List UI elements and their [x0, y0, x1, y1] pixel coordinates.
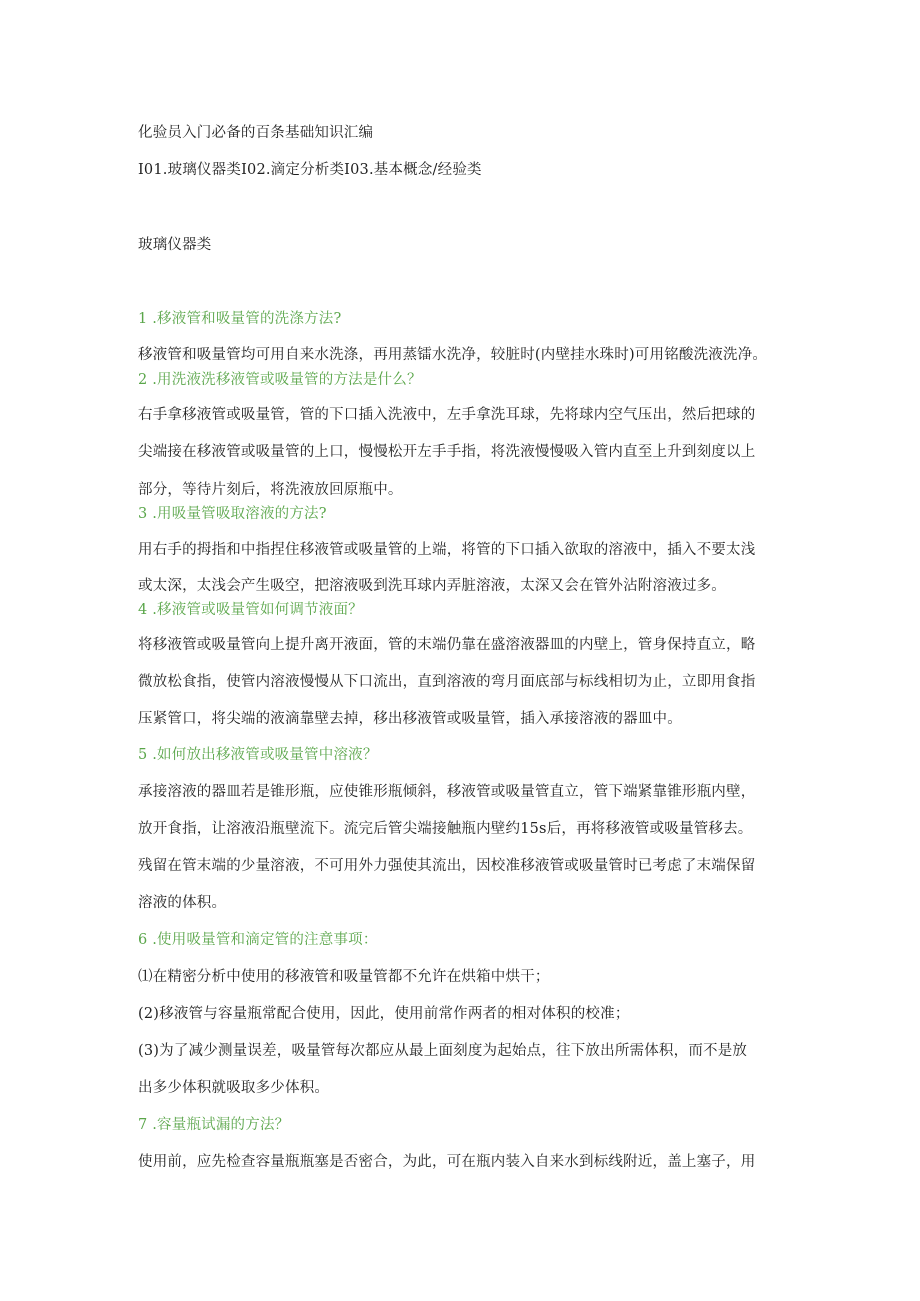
- answer-4-line-3: 压紧管口，将尖端的液滴靠壁去掉，移出移液管或吸量管，插入承接溶液的器皿中。: [138, 711, 682, 727]
- answer-6-line-4: 出多少体积就吸取多少体积。: [138, 1080, 330, 1096]
- question-4-title: 4 .移液管或吸量管如何调节液面？: [138, 602, 363, 618]
- answer-2-line-1: 右手拿移液管或吸量管，管的下口插入洗液中，左手拿洗耳球，先将球内空气压出，然后把球的: [138, 407, 756, 423]
- answer-6-line-1: ⑴在精密分析中使用的移液管和吸量管都不允许在烘箱中烘干；: [138, 969, 550, 985]
- table-of-contents: I01.玻璃仪器类I02.滴定分析类I03.基本概念/经验类: [138, 162, 482, 178]
- section-title: 玻璃仪器类: [138, 237, 212, 253]
- answer-6-line-2: (2)移液管与容量瓶常配合使用，因此，使用前常作两者的相对体积的校准；: [138, 1006, 630, 1022]
- answer-3-line-2: 或太深，太浅会产生吸空，把溶液吸到洗耳球内弄脏溶液，太深又会在管外沾附溶液过多。: [138, 578, 726, 594]
- answer-4-line-2: 微放松食指，使管内溶液慢慢从下口流出，直到溶液的弯月面底部与标线相切为止，立即用食指: [138, 674, 756, 690]
- question-1-title: 1 .移液管和吸量管的洗涤方法?: [138, 311, 342, 327]
- document-title: 化验员入门必备的百条基础知识汇编: [138, 125, 374, 141]
- answer-7-line-1: 使用前，应先检查容量瓶瓶塞是否密合，为此，可在瓶内装入自来水到标线附近，盖上塞子，用: [138, 1154, 756, 1170]
- answer-5-line-4: 溶液的体积。: [138, 895, 227, 911]
- answer-6-line-3: (3)为了减少测量误差，吸量管每次都应从最上面刻度为起始点，往下放出所需体积，而不是放: [138, 1043, 748, 1059]
- question-5-title: 5 .如何放出移液管或吸量管中溶液？: [138, 747, 378, 763]
- answer-3-line-1: 用右手的拇指和中指捏住移液管或吸量管的上端，将管的下口插入欲取的溶液中，插入不要太浅: [138, 542, 756, 558]
- question-2-title: 2 .用洗液洗移液管或吸量管的方法是什么？: [138, 372, 422, 388]
- answer-4-line-1: 将移液管或吸量管向上提升离开液面，管的末端仍靠在盛溶液器皿的内壁上，管身保持直立，略: [138, 637, 756, 653]
- answer-2-line-3: 部分，等待片刻后，将洗液放回原瓶中。: [138, 482, 403, 498]
- answer-5-line-2: 放开食指，让溶液沿瓶壁流下。流完后管尖端接触瓶内壁约15s后，再将移液管或吸量管移去。: [138, 821, 753, 837]
- question-7-title: 7 .容量瓶试漏的方法？: [138, 1117, 290, 1133]
- answer-5-line-1: 承接溶液的器皿若是锥形瓶，应使锥形瓶倾斜，移液管或吸量管直立，管下端紧靠锥形瓶内壁，: [138, 784, 756, 800]
- question-3-title: 3 .用吸量管吸取溶液的方法?: [138, 506, 327, 522]
- answer-1-line-1: 移液管和吸量管均可用自来水洗涤，再用蒸镭水洗净，较脏时(内壁挂水珠时)可用铭酸洗液洗净。: [138, 347, 768, 363]
- answer-2-line-2: 尖端接在移液管或吸量管的上口，慢慢松开左手手指，将洗液慢慢吸入管内直至上升到刻度以上: [138, 444, 756, 460]
- answer-5-line-3: 残留在管末端的少量溶液，不可用外力强使其流出，因校准移液管或吸量管时已考虑了末端保留: [138, 858, 756, 874]
- question-6-title: 6 .使用吸量管和滴定管的注意事项：: [138, 932, 378, 948]
